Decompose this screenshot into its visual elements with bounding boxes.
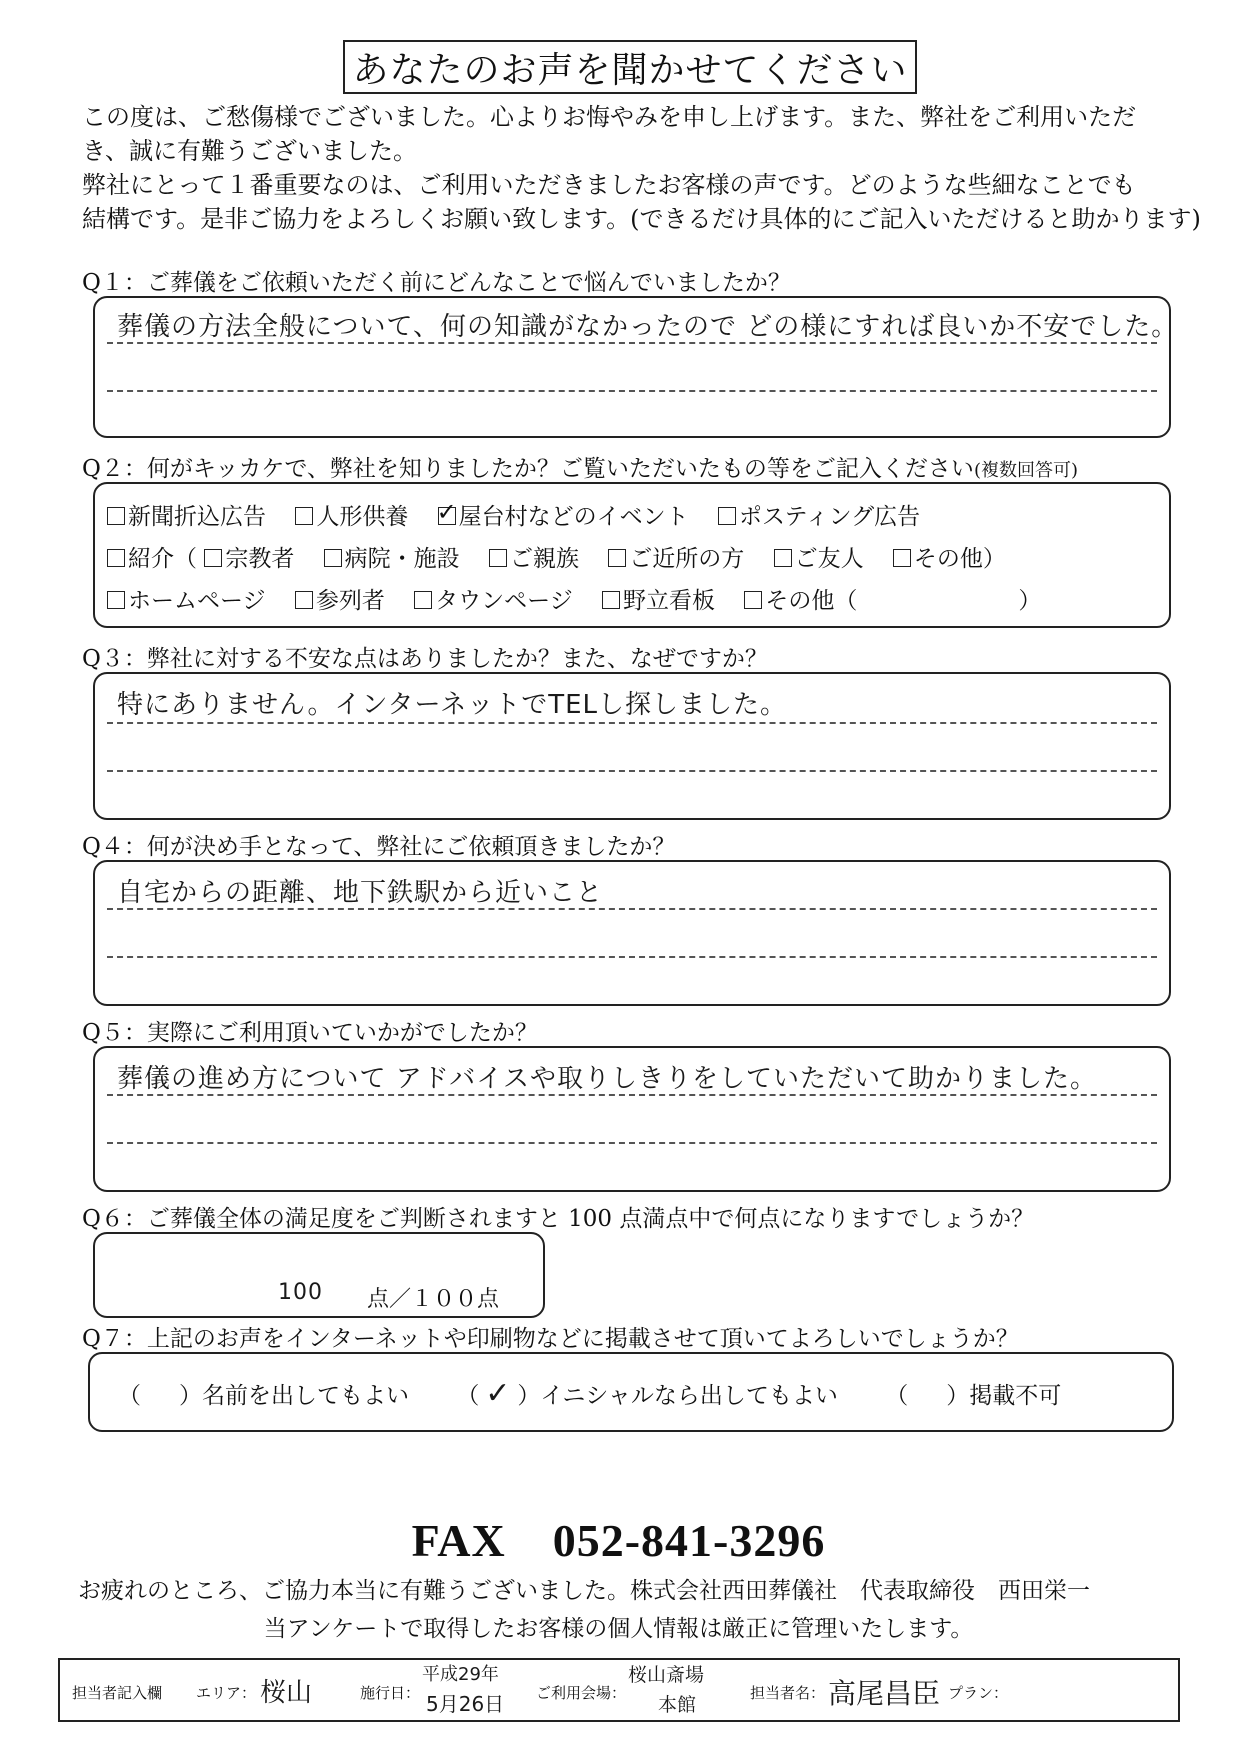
date-line-1: 平成29年 <box>422 1664 499 1685</box>
page-title: あなたのお声を聞かせてください <box>343 40 917 94</box>
fax-number: FAX 052-841-3296 <box>411 1515 826 1566</box>
q7-options-box <box>88 1352 1174 1432</box>
checkbox-icon[interactable] <box>602 591 620 609</box>
q2-option-event[interactable]: ✓ 屋台村などのイベント <box>438 504 689 530</box>
checkbox-icon[interactable] <box>295 591 313 609</box>
q5-answer-text: 葬儀の進め方について アドバイスや取りしきりをしていただいて助かりました。 <box>117 1064 1097 1094</box>
q2-label <box>82 450 1078 483</box>
q2-option-referral[interactable]: 紹介（ <box>107 546 197 572</box>
q2-label-text: Q２：何がキッカケで、弊社を知りましたか？ご覧いただいたもの等をご記入ください <box>82 456 974 482</box>
intro-line-3: 弊社にとって１番重要なのは、ご利用いただきましたお客様の声です。どのような些細なことでも <box>82 171 1136 199</box>
q2-row-2 <box>107 540 1028 573</box>
q4-answer-box[interactable] <box>93 860 1171 1006</box>
venue-label: ご利用会場： <box>536 1684 627 1702</box>
q5-answer-box[interactable] <box>93 1046 1171 1192</box>
q2-option-billboard[interactable]: 野立看板 <box>602 588 715 614</box>
staff-name-label: 担当者名： <box>750 1684 826 1702</box>
q5-line-1 <box>107 1094 1157 1096</box>
q2-option-friends[interactable]: ご友人 <box>774 546 864 572</box>
q1-answer-text: 葬儀の方法全般について、何の知識がなかったので どの様にすれば良いか不安でした。 <box>117 312 1179 342</box>
q2-option-posting[interactable]: ポスティング広告 <box>718 504 920 530</box>
q1-answer-box[interactable] <box>93 296 1179 438</box>
intro-line-1: この度は、ご愁傷様でございました。心よりお悔やみを申し上げます。また、弊社をご利用いただ <box>82 103 1137 131</box>
checkbox-icon[interactable] <box>107 549 125 567</box>
q4-line-1 <box>107 908 1157 910</box>
check-mark-icon: ✓ <box>485 1376 512 1411</box>
q4-label: Q４：何が決め手となって、弊社にご依頼頂きましたか？ <box>82 834 676 860</box>
q2-option-newspaper[interactable]: 新聞折込広告 <box>107 504 266 530</box>
q6-score-value: 100 <box>278 1280 323 1305</box>
q6-score-suffix: 点／１００点 <box>367 1287 500 1312</box>
venue-line-2: 本館 <box>658 1694 697 1716</box>
q7-option-name-ok[interactable]: （ ）名前を出してもよい <box>118 1383 409 1409</box>
q3-label: Q３：弊社に対する不安な点はありましたか？また、なぜですか？ <box>82 646 768 672</box>
privacy-notice: 当アンケートで取得したお客様の個人情報は厳正に管理いたします。 <box>263 1616 974 1642</box>
date-line-2: 5月26日 <box>426 1692 505 1716</box>
intro-line-4: 結構です。是非ご協力をよろしくお願い致します。(できるだけ具体的にご記入いただけると助かります) <box>82 205 1201 233</box>
checkbox-icon[interactable] <box>718 507 736 525</box>
q5-label: Q５：実際にご利用頂いていかがでしたか？ <box>82 1020 538 1046</box>
q2-row-3 <box>107 582 1063 615</box>
q2-option-relatives[interactable]: ご親族 <box>489 546 579 572</box>
checkbox-icon[interactable] <box>893 549 911 567</box>
staff-name-value: 高尾昌臣 <box>828 1677 941 1710</box>
intro-line-2: き、誠に有難うございました。 <box>82 137 418 165</box>
q1-label: Q１：ご葬儀をご依頼いただく前にどんなことで悩んでいましたか？ <box>82 270 791 296</box>
q6-label: Q６：ご葬儀全体の満足度をご判断されますと 100 点満点中で何点になりますでしょうか？ <box>82 1206 1035 1232</box>
staff-record-box <box>58 1658 1180 1722</box>
q7-label: Q７：上記のお声をインターネットや印刷物などに掲載させて頂いてよろしいでしょうか？ <box>82 1326 1019 1352</box>
q2-option-doll-memorial[interactable]: 人形供養 <box>295 504 408 530</box>
q3-answer-text: 特にありません。インターネットでTELし探しました。 <box>117 690 788 720</box>
checkbox-icon[interactable] <box>489 549 507 567</box>
date-label: 施行日： <box>360 1684 421 1702</box>
checkbox-icon[interactable] <box>107 507 125 525</box>
q2-option-other[interactable]: その他（ ） <box>744 588 1041 614</box>
q2-option-hospital[interactable]: 病院・施設 <box>324 546 460 572</box>
checkbox-icon[interactable] <box>414 591 432 609</box>
checkbox-icon[interactable] <box>295 507 313 525</box>
q2-option-religious[interactable]: 宗教者 <box>204 546 294 572</box>
q7-option-no-publish[interactable]: （ ）掲載不可 <box>885 1383 1062 1409</box>
q3-answer-box[interactable] <box>93 672 1171 820</box>
q3-line-1 <box>107 722 1157 724</box>
q1-line-1 <box>107 342 1157 344</box>
q6-score-box[interactable] <box>93 1232 545 1318</box>
q5-line-2 <box>107 1142 1157 1144</box>
q4-answer-text: 自宅からの距離、地下鉄駅から近いこと <box>117 878 604 908</box>
q2-option-other-referral[interactable]: その他） <box>893 546 1006 572</box>
plan-label: プラン： <box>948 1684 1009 1702</box>
q3-line-2 <box>107 770 1157 772</box>
q1-line-2 <box>107 390 1157 392</box>
checkbox-icon[interactable] <box>107 591 125 609</box>
q7-options-row <box>118 1376 1061 1411</box>
checkbox-icon[interactable] <box>324 549 342 567</box>
q2-option-townpage[interactable]: タウンページ <box>414 588 573 614</box>
checkbox-checked-icon[interactable] <box>438 507 456 525</box>
area-label: エリア： <box>196 1684 257 1702</box>
q7-option-initials-ok[interactable]: （ ✓ ）イニシャルなら出してもよい <box>456 1376 838 1411</box>
venue-line-1: 桜山斎場 <box>628 1664 705 1686</box>
q2-label-note: (複数回答可) <box>973 460 1078 481</box>
q2-row-1 <box>107 498 942 531</box>
checkbox-icon[interactable] <box>744 591 762 609</box>
q2-options-box <box>93 482 1171 628</box>
thanks-line: お疲れのところ、ご協力本当に有難うございました。株式会社西田葬儀社 代表取締役 西田栄一 <box>78 1578 1090 1604</box>
area-value: 桜山 <box>260 1678 313 1708</box>
q2-option-attendee[interactable]: 参列者 <box>295 588 385 614</box>
checkbox-icon[interactable] <box>608 549 626 567</box>
checkbox-icon[interactable] <box>774 549 792 567</box>
checkbox-icon[interactable] <box>204 549 222 567</box>
q2-option-neighbors[interactable]: ご近所の方 <box>608 546 744 572</box>
q4-line-2 <box>107 956 1157 958</box>
staff-field-label: 担当者記入欄 <box>72 1684 163 1702</box>
q2-option-homepage[interactable]: ホームページ <box>107 588 266 614</box>
